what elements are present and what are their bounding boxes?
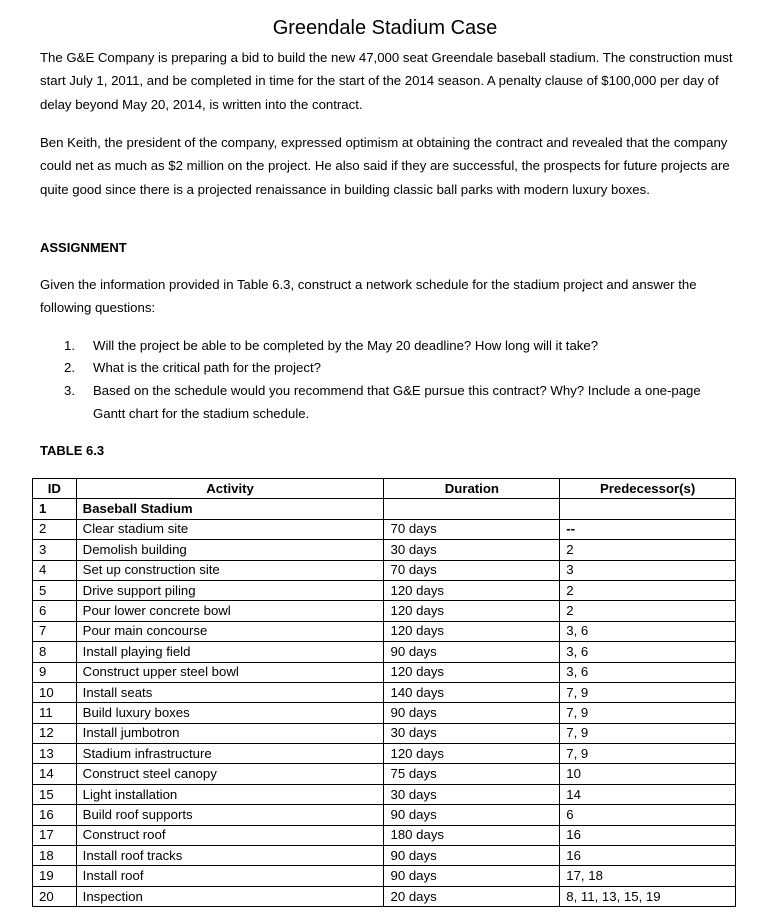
cell-predecessors: 14 (560, 784, 736, 804)
cell-duration (384, 499, 560, 519)
cell-duration: 75 days (384, 764, 560, 784)
table-row (33, 825, 736, 845)
cell-id: 18 (33, 846, 77, 866)
table-row (33, 682, 736, 702)
table-row (33, 642, 736, 662)
cell-activity: Construct upper steel bowl (76, 662, 384, 682)
cell-activity: Build luxury boxes (76, 703, 384, 723)
cell-activity: Pour main concourse (76, 621, 384, 641)
question-text: What is the critical path for the project? (93, 360, 321, 375)
table-row (33, 540, 736, 560)
cell-predecessors: 3 (560, 560, 736, 580)
cell-activity: Install roof tracks (76, 846, 384, 866)
cell-id: 3 (33, 540, 77, 560)
cell-activity: Drive support piling (76, 580, 384, 600)
cell-id: 6 (33, 601, 77, 621)
cell-predecessors: 8, 11, 13, 15, 19 (560, 886, 736, 906)
table-row (33, 846, 736, 866)
cell-duration: 30 days (384, 784, 560, 804)
cell-duration: 90 days (384, 846, 560, 866)
cell-activity: Pour lower concrete bowl (76, 601, 384, 621)
cell-duration: 30 days (384, 540, 560, 560)
cell-predecessors: 3, 6 (560, 662, 736, 682)
table-row (33, 519, 736, 539)
cell-id: 9 (33, 662, 77, 682)
cell-predecessors: 7, 9 (560, 723, 736, 743)
question-text: Will the project be able to be completed by the May 20 deadline? How long will it take? (93, 338, 599, 353)
cell-predecessors: 3, 6 (560, 621, 736, 641)
header-duration: Duration (384, 479, 560, 499)
cell-duration: 120 days (384, 744, 560, 764)
question-item (64, 357, 734, 379)
cell-predecessors: 2 (560, 601, 736, 621)
cell-activity: Construct roof (76, 825, 384, 845)
cell-id: 16 (33, 805, 77, 825)
header-predecessors: Predecessor(s) (560, 479, 736, 499)
cell-activity: Stadium infrastructure (76, 744, 384, 764)
table-row (33, 499, 736, 519)
header-activity: Activity (76, 479, 384, 499)
table-row (33, 744, 736, 764)
cell-duration: 90 days (384, 866, 560, 886)
table-header-row (33, 479, 736, 499)
table-row (33, 662, 736, 682)
cell-id: 20 (33, 886, 77, 906)
table-row (33, 764, 736, 784)
cell-activity: Baseball Stadium (76, 499, 384, 519)
cell-predecessors: 16 (560, 825, 736, 845)
table-row (33, 866, 736, 886)
cell-id: 12 (33, 723, 77, 743)
cell-predecessors: 7, 9 (560, 744, 736, 764)
cell-activity: Construct steel canopy (76, 764, 384, 784)
cell-predecessors (560, 499, 736, 519)
cell-id: 5 (33, 580, 77, 600)
cell-activity: Install seats (76, 682, 384, 702)
cell-id: 7 (33, 621, 77, 641)
table-body (33, 499, 736, 907)
page-title: Greendale Stadium Case (272, 17, 498, 40)
cell-id: 19 (33, 866, 77, 886)
cell-id: 13 (33, 744, 77, 764)
table-row (33, 886, 736, 906)
intro-paragraph: The G&E Company is preparing a bid to build the new 47,000 seat Greendale baseball stadium. The construction must start July 1, 2011, and be completed in time for the start of the 2014 season. A penalty clause of $100,000 per day of delay beyond May 20, 2014, is written into the contract. (40, 50, 733, 112)
table-row (33, 723, 736, 743)
table-row (33, 784, 736, 804)
cell-activity: Set up construction site (76, 560, 384, 580)
table-row (33, 580, 736, 600)
cell-duration: 120 days (384, 662, 560, 682)
cell-duration: 70 days (384, 560, 560, 580)
questions-list (64, 335, 734, 425)
cell-predecessors: 16 (560, 846, 736, 866)
assignment-intro: Given the information provided in Table 6.3, construct a network schedule for the stadium project and answer the following questions: (40, 277, 697, 316)
president-paragraph: Ben Keith, the president of the company, expressed optimism at obtaining the contract and revealed that the company could net as much as $2 million on the project. He also said if they are successful, the prospects for future projects are quite good since there is a projected renaissance in building classic ball parks with modern luxury boxes. (40, 135, 730, 197)
cell-duration: 120 days (384, 601, 560, 621)
cell-id: 17 (33, 825, 77, 845)
cell-predecessors: 10 (560, 764, 736, 784)
cell-id: 15 (33, 784, 77, 804)
cell-activity: Light installation (76, 784, 384, 804)
cell-activity: Install roof (76, 866, 384, 886)
cell-duration: 30 days (384, 723, 560, 743)
cell-duration: 90 days (384, 805, 560, 825)
cell-activity: Build roof supports (76, 805, 384, 825)
question-number: 3. (64, 383, 75, 398)
cell-activity: Clear stadium site (76, 519, 384, 539)
cell-predecessors: 7, 9 (560, 682, 736, 702)
cell-id: 1 (33, 499, 77, 519)
cell-predecessors: -- (560, 519, 736, 539)
table-row (33, 601, 736, 621)
cell-id: 10 (33, 682, 77, 702)
cell-duration: 90 days (384, 703, 560, 723)
cell-duration: 120 days (384, 621, 560, 641)
cell-id: 11 (33, 703, 77, 723)
cell-duration: 180 days (384, 825, 560, 845)
table-row (33, 703, 736, 723)
cell-activity: Install jumbotron (76, 723, 384, 743)
cell-duration: 140 days (384, 682, 560, 702)
question-item (64, 379, 734, 425)
question-text: Based on the schedule would you recommend that G&E pursue this contract? Why? Include a one-page Gantt chart for the stadium schedule. (93, 383, 701, 421)
table-row (33, 805, 736, 825)
cell-duration: 120 days (384, 580, 560, 600)
question-number: 1. (64, 338, 75, 353)
activity-table (32, 478, 736, 907)
cell-predecessors: 3, 6 (560, 642, 736, 662)
cell-predecessors: 7, 9 (560, 703, 736, 723)
table-row (33, 560, 736, 580)
cell-predecessors: 17, 18 (560, 866, 736, 886)
cell-duration: 20 days (384, 886, 560, 906)
header-id: ID (33, 479, 77, 499)
question-item (64, 335, 734, 357)
cell-predecessors: 6 (560, 805, 736, 825)
cell-predecessors: 2 (560, 580, 736, 600)
cell-duration: 70 days (384, 519, 560, 539)
question-number: 2. (64, 360, 75, 375)
assignment-heading: ASSIGNMENT (40, 240, 127, 255)
cell-id: 4 (33, 560, 77, 580)
cell-predecessors: 2 (560, 540, 736, 560)
cell-activity: Inspection (76, 886, 384, 906)
cell-duration: 90 days (384, 642, 560, 662)
cell-activity: Demolish building (76, 540, 384, 560)
cell-id: 2 (33, 519, 77, 539)
cell-activity: Install playing field (76, 642, 384, 662)
table-heading: TABLE 6.3 (40, 443, 105, 458)
table-row (33, 621, 736, 641)
cell-id: 8 (33, 642, 77, 662)
cell-id: 14 (33, 764, 77, 784)
